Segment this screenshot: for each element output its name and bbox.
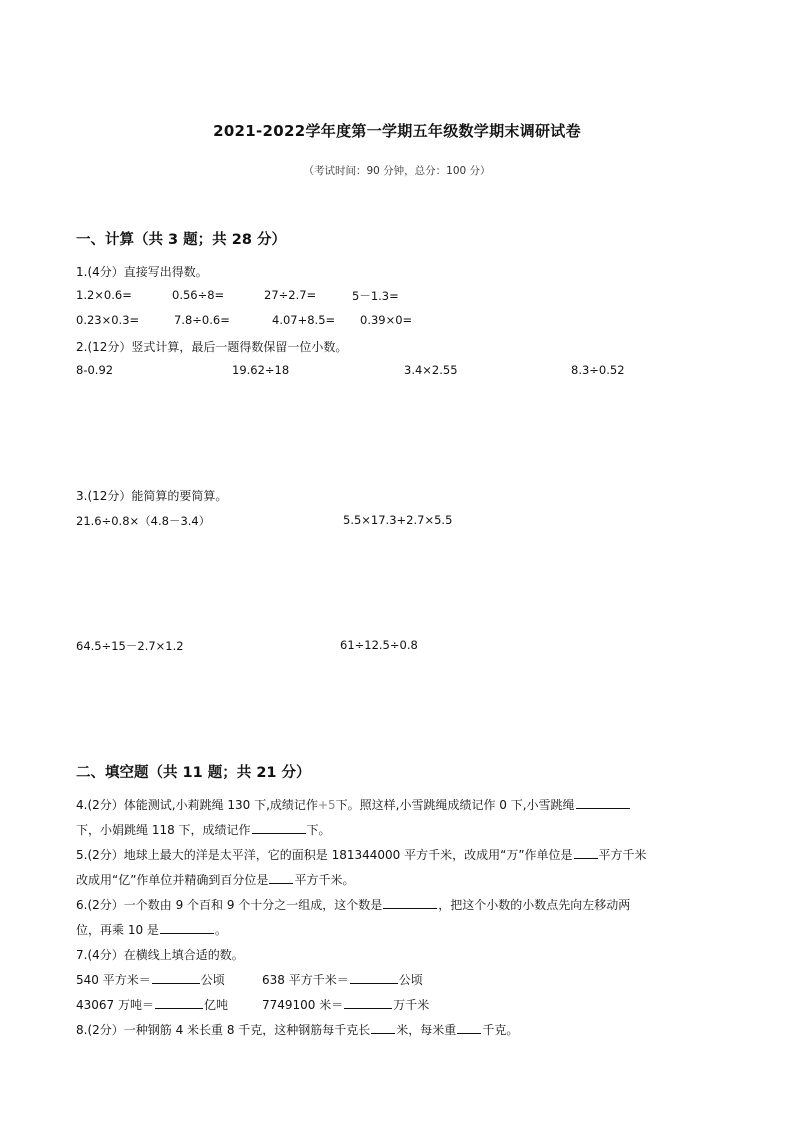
q6-text: ，把这个小数的小数点先向左移动两 xyxy=(438,898,631,912)
q2-expr: 8-0.92 xyxy=(76,363,114,377)
q1-expr: 4.07+8.5= xyxy=(272,313,336,327)
answer-blank[interactable] xyxy=(160,921,214,934)
answer-blank[interactable] xyxy=(383,896,437,909)
q5-text: 平方千米。 xyxy=(294,873,355,887)
question-6-line1 xyxy=(76,896,630,913)
question-2-label: 2.(12分）竖式计算，最后一题得数保留一位小数。 xyxy=(76,340,348,354)
question-1-label: 1.(4分）直接写出得数。 xyxy=(76,265,208,279)
q3-expr: 21.6÷0.8×（4.8－3.4） xyxy=(76,514,211,528)
q7-unit: 公顷 xyxy=(200,973,225,987)
q8-text: 8.(2分）一种钢筋 4 米长重 8 千克，这种钢筋每千克长 xyxy=(76,1023,371,1037)
exam-info: （考试时间：90 分钟，总分：100 分） xyxy=(303,165,491,177)
q7-unit: 亿吨 xyxy=(204,998,229,1012)
q8-text: 米，每米重 xyxy=(396,1023,457,1037)
q8-text: 千克。 xyxy=(482,1023,519,1037)
q7-text: 43067 万吨＝ xyxy=(76,998,154,1012)
q7-item xyxy=(262,971,423,988)
q6-text: 。 xyxy=(214,923,227,937)
answer-blank[interactable] xyxy=(252,821,306,834)
q7-text: 638 平方千米＝ xyxy=(262,973,349,987)
q4-text: 下。 xyxy=(306,823,331,837)
q5-text: 改成用“亿”作单位并精确到百分位是 xyxy=(76,873,269,887)
q1-expr: 1.2×0.6= xyxy=(76,288,132,302)
answer-blank[interactable] xyxy=(576,796,630,809)
q2-expr: 8.3÷0.52 xyxy=(571,363,625,377)
section-heading-fill-in: 二、填空题（共 11 题；共 21 分） xyxy=(76,765,311,781)
q1-expr: 7.8÷0.6= xyxy=(174,313,230,327)
q1-expr: 27÷2.7= xyxy=(264,288,317,302)
q1-expr: 5－1.3= xyxy=(352,289,399,303)
q3-expr: 5.5×17.3+2.7×5.5 xyxy=(343,513,453,527)
question-8-line1 xyxy=(76,1021,518,1038)
q7-text: 540 平方米＝ xyxy=(76,973,151,987)
q5-text: 平方千米 xyxy=(598,848,647,862)
question-5-line1 xyxy=(76,846,647,863)
q2-expr: 19.62÷18 xyxy=(232,363,290,377)
answer-blank[interactable] xyxy=(152,971,200,984)
q7-text: 7749100 米＝ xyxy=(262,998,344,1012)
q5-text: 5.(2分）地球上最大的洋是太平洋，它的面积是 181344000 平方千米，改成用“万”作单位是 xyxy=(76,848,573,862)
question-3-label: 3.(12分）能简算的要简算。 xyxy=(76,489,228,503)
question-4-line1 xyxy=(76,796,631,813)
answer-blank[interactable] xyxy=(574,846,598,859)
q7-unit: 公顷 xyxy=(398,973,423,987)
q7-unit: 万千米 xyxy=(393,998,430,1012)
q1-expr: 0.39×0= xyxy=(360,313,413,327)
question-7-label: 7.(4分）在横线上填合适的数。 xyxy=(76,948,244,962)
answer-blank[interactable] xyxy=(155,996,203,1009)
q1-expr: 0.56÷8= xyxy=(172,288,225,302)
q3-expr: 64.5÷15－2.7×1.2 xyxy=(76,639,184,653)
q4-text: 下。照这样,小雪跳绳成绩记作 0 下,小雪跳绳 xyxy=(335,798,575,812)
question-6-line2 xyxy=(76,921,227,938)
q3-expr: 61÷12.5÷0.8 xyxy=(340,638,418,652)
q7-item xyxy=(76,996,228,1013)
q6-text: 6.(2分）一个数由 9 个百和 9 个十分之一组成，这个数是 xyxy=(76,898,383,912)
question-4-line2 xyxy=(76,821,331,838)
section-heading-calculation: 一、计算（共 3 题；共 28 分） xyxy=(76,232,286,248)
q4-text: 下，小娟跳绳 118 下，成绩记作 xyxy=(76,823,251,837)
q6-text: 位，再乘 10 是 xyxy=(76,923,159,937)
answer-blank[interactable] xyxy=(350,971,398,984)
answer-blank[interactable] xyxy=(269,871,293,884)
answer-blank[interactable] xyxy=(344,996,392,1009)
q2-expr: 3.4×2.55 xyxy=(404,363,458,377)
q7-item xyxy=(262,996,429,1013)
answer-blank[interactable] xyxy=(371,1021,395,1034)
q7-item xyxy=(76,971,225,988)
q4-text: 4.(2分）体能测试,小莉跳绳 130 下,成绩记作 xyxy=(76,798,318,812)
question-5-line2 xyxy=(76,871,354,888)
page-title: 2021-2022学年度第一学期五年级数学期末调研试卷 xyxy=(213,122,581,140)
q4-plus5: +5 xyxy=(317,798,336,812)
q1-expr: 0.23×0.3= xyxy=(76,313,140,327)
answer-blank[interactable] xyxy=(457,1021,481,1034)
